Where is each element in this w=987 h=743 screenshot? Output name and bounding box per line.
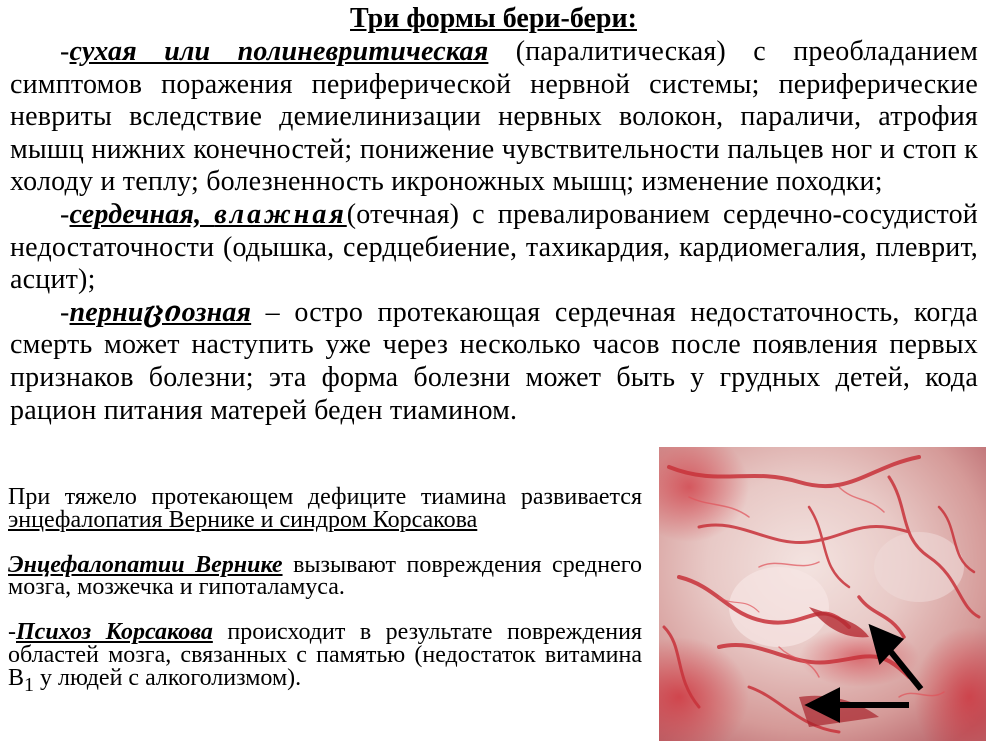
dry-form-term: сухая или полиневритическая [69,36,489,67]
korsakoff-term: Психоз Корсакова [16,619,213,646]
lower-text [8,486,642,696]
korsakoff-dash: - [8,619,16,646]
wet-dash: - [60,198,70,230]
pernicious-form-text: – остро протекающая сердечная недостаточность, когда смерть может наступить уже через несколько часов после появления первых признаков болезни; эта форма болезни может быть у грудных детей, кода рацион питания матерей беден тиамином. [10,296,978,426]
pernicious-form-term: перниციозная [69,296,252,328]
korsakoff-text-end: у людей с алкоголизмом). [34,664,302,691]
brain-tissue-image [659,447,986,741]
korsakoff-text: происходит в результате повреждения областей мозга, связанных с памятью (недостаток витамина В [8,619,643,691]
wet-form-term-wet: влажная [214,198,347,230]
severe-deficit-text: При тяжело протекающем дефиците тиамина развивается [8,484,642,510]
dry-form-text: (паралитическая) с преобладанием симптомов поражения периферической нервной системы; периферические невриты вследствие демиелинизации нервных волокон, параличи, атрофия мышц нижних конечностей; понижение чувствительности пальцев ног и стоп к холоду и теплу; болезненность икроножных мышц; изменение походки; [10,36,978,198]
vitamin-subscript: 1 [24,673,35,696]
spacer [8,532,642,554]
korsakoff-paragraph [8,621,642,696]
wernicke-text: вызывают повреждения среднего мозга, мозжечка и гипоталамуса. [8,551,642,601]
main-text [10,36,978,427]
pernicious-dash: - [60,296,70,328]
wernicke-korsakoff-link: энцефалопатия Вернике и синдром Корсакова [8,506,478,533]
slide-title: Три формы бери-бери: [350,3,637,34]
spacer [8,599,642,621]
severe-deficit-paragraph [8,486,642,532]
dry-form-paragraph [10,36,978,199]
wet-form-term-cardiac: сердечная, [69,198,215,230]
brain-photo [659,447,986,741]
wernicke-paragraph [8,551,642,601]
pernicious-form-paragraph [10,297,978,427]
wernicke-term: Энцефалопатии Вернике [8,551,283,578]
wet-form-paragraph [10,199,978,297]
dry-dash: - [60,36,70,67]
wet-form-text: (отечная) с превалированием сердечно-сосудистой недостаточности (одышка, сердцебиение, тахикардия, кардиомегалия, плеврит, асцит); [10,198,978,296]
